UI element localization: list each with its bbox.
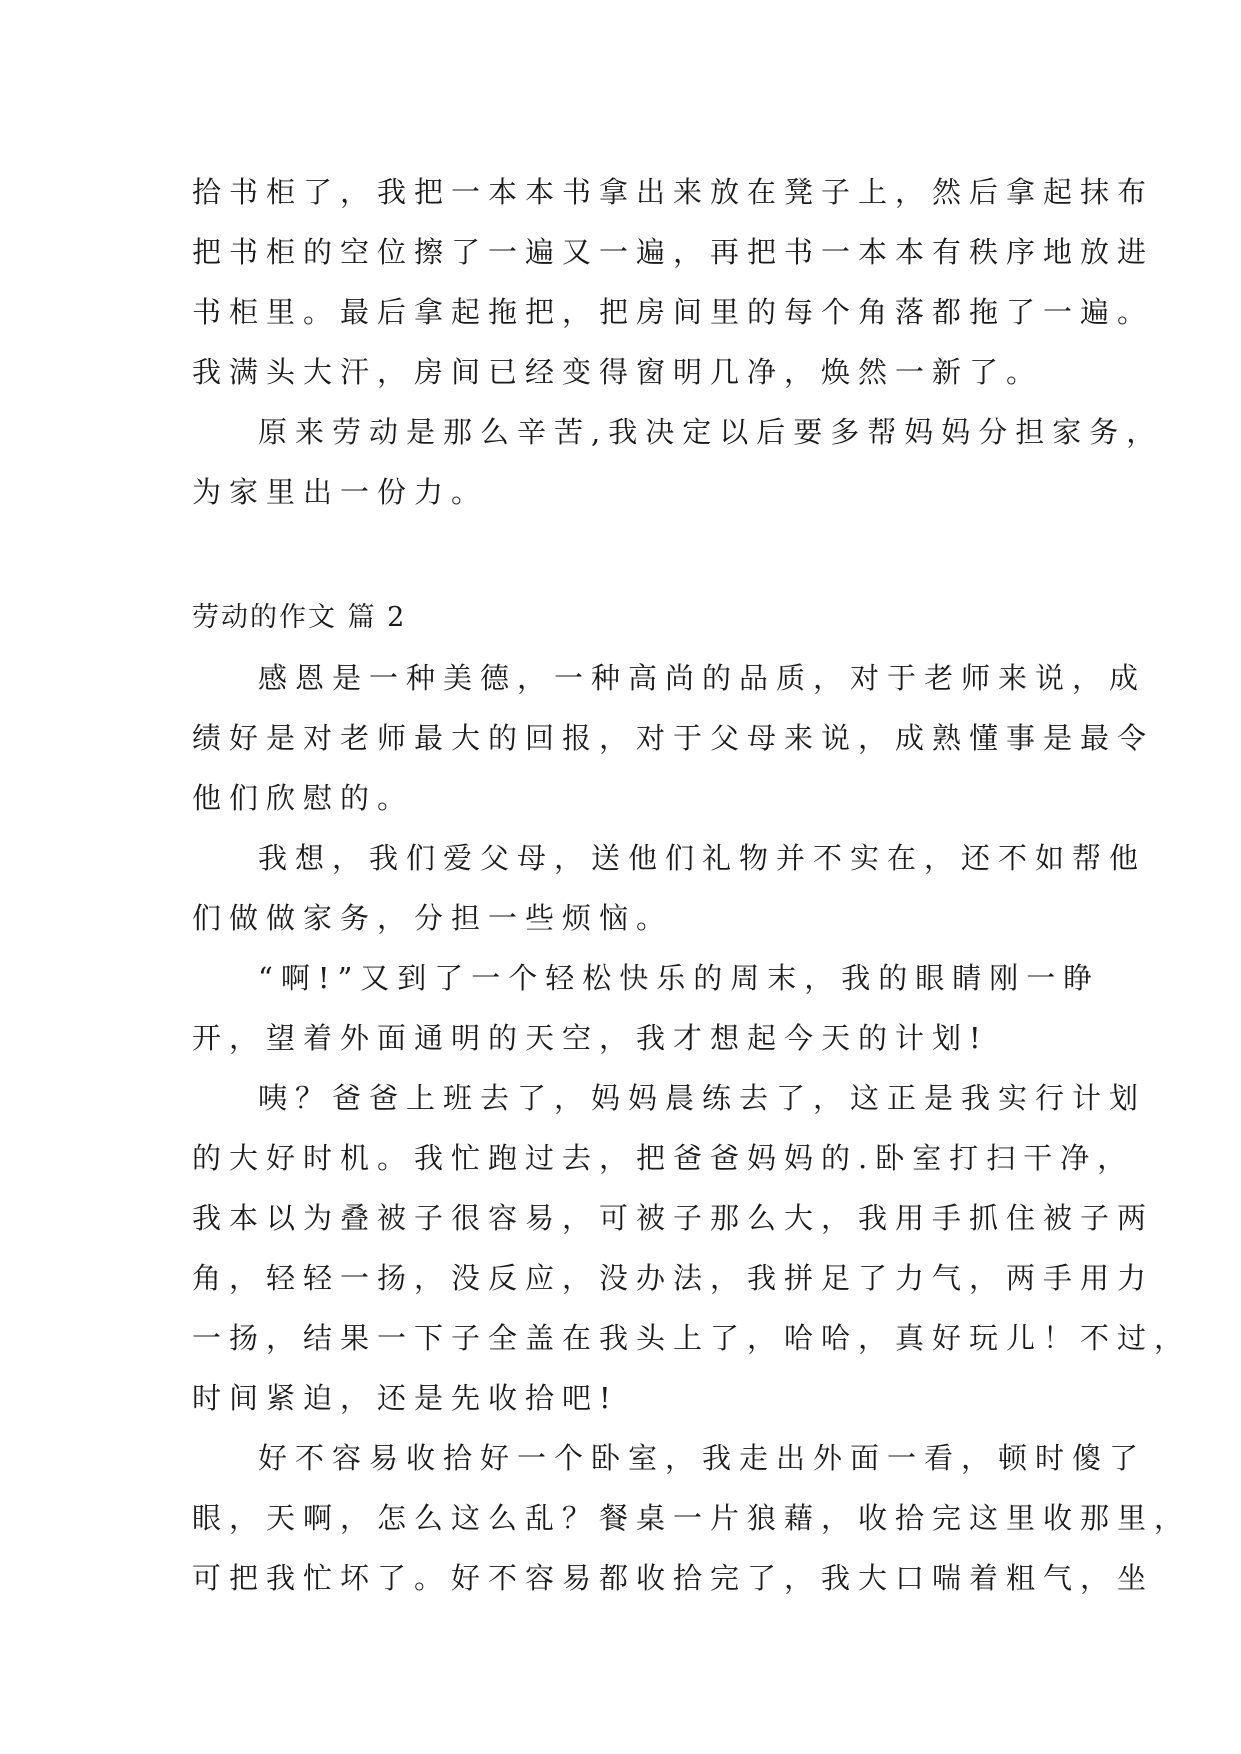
- text-line: 一扬，结果一下子全盖在我头上了，哈哈，真好玩儿！不过，: [192, 1321, 1192, 1355]
- text-line: 他们欣慰的。: [192, 781, 415, 815]
- document-content: [192, 162, 1192, 1608]
- text-line: 为家里出一份力。: [192, 475, 489, 509]
- text-line: 眼，天啊，怎么这么乱？餐桌一片狼藉，收拾完这里收那里，: [192, 1501, 1192, 1535]
- paragraph: [192, 948, 1101, 1068]
- paragraph: [192, 1068, 1192, 1428]
- text-line: “啊!”又到了一个轻松快乐的周末，我的眼睛刚一睁: [258, 961, 1101, 995]
- paragraph: [192, 1428, 1192, 1608]
- paragraph: [192, 162, 1155, 402]
- text-line: 开，望着外面通明的天空，我才想起今天的计划!: [192, 1021, 989, 1055]
- text-line: 拾书柜了，我把一本本书拿出来放在凳子上，然后拿起抹布: [192, 175, 1155, 209]
- text-line: 原来劳动是那么辛苦,我决定以后要多帮妈妈分担家务，: [258, 415, 1164, 449]
- text-line: 感恩是一种美德，一种高尚的品质，对于老师来说，成: [258, 661, 1147, 695]
- text-line: 把书柜的空位擦了一遍又一遍，再把书一本本有秩序地放进: [192, 235, 1155, 269]
- text-line: 我满头大汗，房间已经变得窗明几净，焕然一新了。: [192, 355, 1044, 389]
- text-line: 书柜里。最后拿起拖把，把房间里的每个角落都拖了一遍。: [192, 295, 1155, 329]
- text-line: 我想，我们爱父母，送他们礼物并不实在，还不如帮他: [258, 841, 1147, 875]
- text-line: 可把我忙坏了。好不容易都收拾完了，我大口喘着粗气，坐: [192, 1561, 1155, 1595]
- paragraph: [192, 648, 1155, 828]
- text-line: 好不容易收拾好一个卧室，我走出外面一看，顿时傻了: [258, 1441, 1147, 1475]
- section-spacer: [192, 522, 1082, 588]
- text-line: 角，轻轻一扬，没反应，没办法，我拼足了力气，两手用力: [192, 1261, 1155, 1295]
- text-line: 时间紧迫，还是先收拾吧!: [192, 1381, 619, 1415]
- text-line: 们做做家务，分担一些烦恼。: [192, 901, 674, 935]
- paragraph: [192, 828, 1147, 948]
- text-line: 绩好是对老师最大的回报，对于父母来说，成熟懂事是最令: [192, 721, 1155, 755]
- section-title: 劳动的作文 篇 2: [192, 602, 407, 633]
- paragraph: [192, 402, 1164, 522]
- text-line: 咦？爸爸上班去了，妈妈晨练去了，这正是我实行计划: [258, 1081, 1147, 1115]
- text-line: 我本以为叠被子很容易，可被子那么大，我用手抓住被子两: [192, 1201, 1155, 1235]
- text-line: 的大好时机。我忙跑过去，把爸爸妈妈的.卧室打扫干净，: [192, 1141, 1135, 1175]
